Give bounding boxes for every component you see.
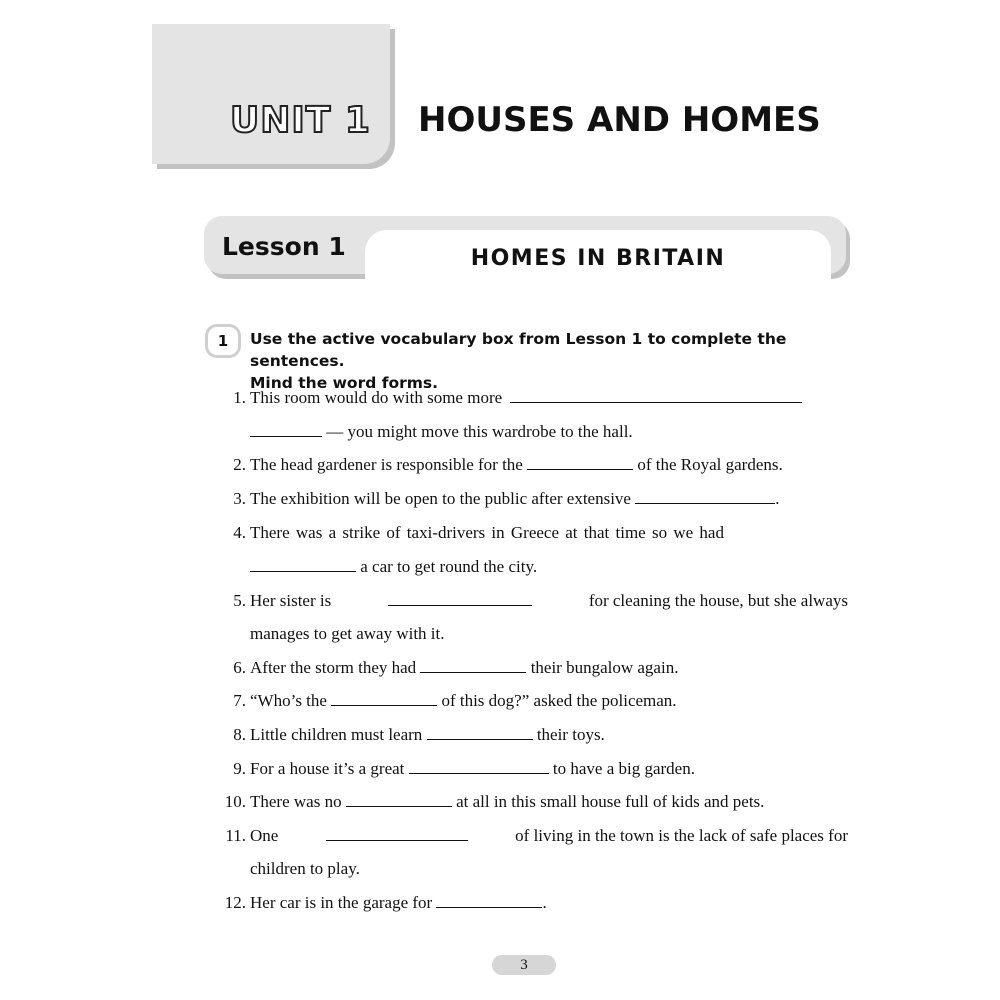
- item-text: of this dog?” asked the policeman.: [441, 691, 677, 710]
- item-text: One: [250, 826, 279, 845]
- unit-header-tab: [152, 24, 390, 164]
- answer-blank[interactable]: [635, 489, 775, 504]
- item-number: 5.: [233, 591, 246, 610]
- answer-blank[interactable]: [427, 725, 533, 740]
- task-number-badge: 1: [205, 324, 241, 358]
- lesson-label: Lesson 1: [222, 232, 346, 261]
- item-text: their toys.: [536, 725, 605, 744]
- list-item: [250, 792, 848, 812]
- item-number: 12.: [224, 893, 246, 912]
- list-item-continuation: [250, 859, 848, 879]
- item-text: — you might move this wardrobe to the hall.: [326, 422, 633, 441]
- lesson-title: HOMES IN BRITAIN: [470, 246, 726, 271]
- list-item: [250, 523, 848, 543]
- item-text: to have a big garden.: [552, 759, 695, 778]
- item-text: The head gardener is responsible for the: [250, 455, 523, 474]
- answer-blank[interactable]: [331, 691, 437, 706]
- task-instruction: [250, 328, 850, 394]
- answer-blank[interactable]: [510, 388, 802, 403]
- item-text: children to play.: [250, 859, 360, 878]
- list-item: [250, 591, 848, 611]
- item-number: 2.: [233, 455, 246, 474]
- item-number: 8.: [233, 725, 246, 744]
- list-item-continuation: [250, 557, 848, 577]
- answer-blank[interactable]: [436, 893, 542, 908]
- list-item: [250, 759, 848, 779]
- list-item: [250, 725, 848, 745]
- item-text: This room would do with some more: [250, 388, 503, 407]
- item-number: 4.: [233, 523, 246, 542]
- answer-blank[interactable]: [250, 557, 356, 572]
- unit-title: HOUSES AND HOMES: [418, 100, 821, 140]
- answer-blank[interactable]: [250, 422, 322, 437]
- answer-blank[interactable]: [388, 591, 532, 606]
- list-item: [250, 658, 848, 678]
- answer-blank[interactable]: [527, 455, 633, 470]
- item-text: at all in this small house full of kids and pets.: [456, 792, 765, 811]
- list-item-continuation: [250, 422, 848, 442]
- item-text: a car to get round the city.: [360, 557, 538, 576]
- task-instruction-line: Use the active vocabulary box from Lesson 1 to complete the sentences.: [250, 330, 787, 370]
- item-text: For a house it’s a great: [250, 759, 405, 778]
- task-instruction-line: Mind the word forms.: [250, 374, 439, 392]
- item-text: Little children must learn: [250, 725, 423, 744]
- list-item-continuation: [250, 624, 848, 644]
- item-text: .: [542, 893, 547, 912]
- item-text: The exhibition will be open to the public after extensive: [250, 489, 631, 508]
- item-number: 7.: [233, 691, 246, 710]
- list-item: [250, 691, 848, 711]
- item-text: for cleaning the house, but she always: [588, 591, 848, 610]
- list-item: [250, 826, 848, 846]
- item-text: “Who’s the: [250, 691, 327, 710]
- answer-blank[interactable]: [326, 826, 468, 841]
- item-text: of living in the town is the lack of safe places for: [515, 826, 848, 845]
- answer-blank[interactable]: [420, 658, 526, 673]
- item-text: After the storm they had: [250, 658, 417, 677]
- item-number: 10.: [224, 792, 246, 811]
- item-text: Her car is in the garage for: [250, 893, 433, 912]
- list-item: [250, 388, 848, 408]
- unit-label: UNIT 1: [230, 100, 371, 141]
- answer-blank[interactable]: [409, 759, 549, 774]
- list-item: [250, 893, 848, 913]
- list-item: [250, 455, 848, 475]
- page-number: 3: [492, 955, 556, 975]
- answer-blank[interactable]: [346, 792, 452, 807]
- item-text: of the Royal gardens.: [637, 455, 783, 474]
- item-text: their bungalow again.: [530, 658, 679, 677]
- list-item: [250, 489, 848, 509]
- item-text: Her sister is: [250, 591, 332, 610]
- item-text: .: [775, 489, 780, 508]
- item-text: manages to get away with it.: [250, 624, 445, 643]
- item-number: 1.: [233, 388, 246, 407]
- item-number: 6.: [233, 658, 246, 677]
- item-number: 9.: [233, 759, 246, 778]
- item-number: 11.: [225, 826, 246, 845]
- item-number: 3.: [233, 489, 246, 508]
- item-text: There was no: [250, 792, 342, 811]
- item-text: There was a strike of taxi-drivers in Greece at that time so we had: [250, 523, 724, 542]
